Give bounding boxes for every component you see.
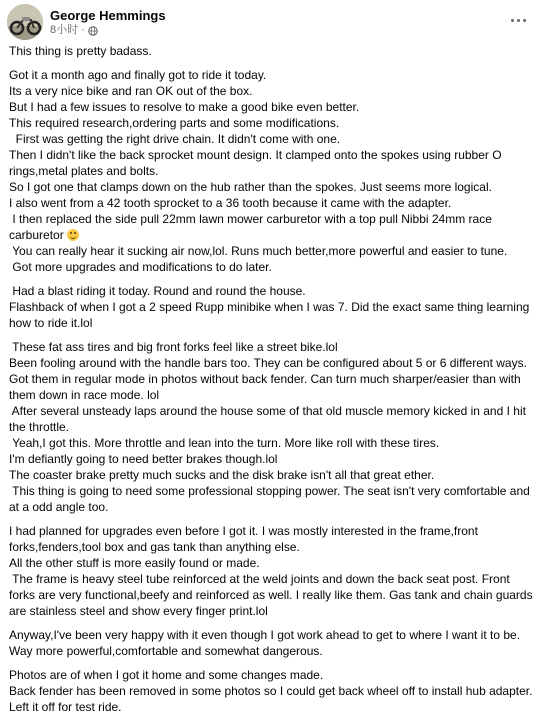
post-paragraph [9, 339, 537, 515]
post-text-line: This required research,ordering parts and some modifications. [9, 116, 340, 130]
author-name[interactable]: George Hemmings [50, 8, 166, 23]
post-text-line: First was getting the right drive chain. It didn't come with one. [9, 132, 341, 146]
post-text-line: So I got one that clamps down on the hub rather than the spokes. Just seems more logical. [9, 180, 492, 194]
post-text-line: Been fooling around with the handle bars too. They can be configured about 5 or 6 different ways. [9, 356, 527, 370]
post-text-line: But I had a few issues to resolve to make a good bike even better. [9, 100, 360, 114]
post-text-line: Got more upgrades and modifications to do later. [9, 260, 272, 274]
post-text-line: This thing is going to need some professional stopping power. The seat isn't very comfortable and [9, 484, 530, 498]
post-text-line: them down in race mode. lol [9, 388, 160, 402]
post-paragraph [9, 67, 537, 275]
post-header [0, 0, 543, 42]
more-options-icon[interactable] [507, 10, 529, 30]
post-text-line: All the other stuff is more easily found or made. [9, 556, 260, 570]
post-body [9, 43, 537, 723]
post-text-line: This thing is pretty badass. [9, 44, 152, 58]
post-paragraph [9, 667, 537, 715]
post-text-line: The frame is heavy steel tube reinforced at the weld joints and down the back seat post. Front [9, 572, 510, 586]
post-text-line: I then replaced the side pull 22mm lawn mower carburetor with a top pull Nibbi 24mm race [9, 212, 492, 226]
post-text-line: Way more powerful,comfortable and somewhat dangerous. [9, 644, 323, 658]
post-time[interactable]: 8小时 [50, 24, 79, 36]
post-text-line: After several unsteady laps around the house some of that old muscle memory kicked in and I hit [9, 404, 526, 418]
post-paragraph [9, 627, 537, 659]
post-text-line: Photos are of when I got it home and some changes made. [9, 668, 324, 682]
post-text-line: Anyway,I've been very happy with it even though I got work ahead to get to where I want it to be. [9, 628, 521, 642]
avatar[interactable] [7, 4, 43, 40]
post-text-line: Its a very nice bike and ran OK out of the box. [9, 84, 253, 98]
post-text-line: the throttle. [9, 420, 70, 434]
post-text-line: rings,metal plates and bolts. [9, 164, 159, 178]
meta-separator: · [81, 24, 85, 36]
post-text-line: These fat ass tires and big front forks feel like a street bike.lol [9, 340, 338, 354]
post-paragraph [9, 283, 537, 331]
post-text-line: how to ride it.lol [9, 316, 93, 330]
post-text-line: I also went from a 42 tooth sprocket to a 36 tooth because it came with the adapter. [9, 196, 452, 210]
post-paragraph [9, 523, 537, 619]
post-text-line: Back fender has been removed in some photos so I could get back wheel off to install hub adapter. [9, 684, 533, 698]
post-text-line: at a odd angle too. [9, 500, 109, 514]
post-text-line: The coaster brake pretty much sucks and the disk brake isn't all that great ether. [9, 468, 435, 482]
post-text-line: Then I didn't like the back sprocket mount design. It clamped onto the spokes using rubber O [9, 148, 502, 162]
grinning-face-emoji-icon [67, 229, 79, 241]
globe-icon [88, 26, 98, 36]
post-text-line: I'm defiantly going to need better brakes though.lol [9, 452, 278, 466]
post-text-line: Left it off for test ride. [9, 700, 122, 714]
post-text-line: Got it a month ago and finally got to ride it today. [9, 68, 267, 82]
post-text-line: forks are very functional,beefy and reinforced as well. I really like them. Gas tank and chain guards [9, 588, 533, 602]
post-text-line: Had a blast riding it today. Round and round the house. [9, 284, 306, 298]
post-text-line: Flashback of when I got a 2 speed Rupp minibike when I was 7. Did the exact same thing learning [9, 300, 530, 314]
post-text-line: are stainless steel and show every finger print.lol [9, 604, 268, 618]
post-text-line: I had planned for upgrades even before I got it. I was mostly interested in the frame,front [9, 524, 478, 538]
post-paragraph [9, 43, 537, 59]
post-text-line: forks,fenders,tool box and gas tank than anything else. [9, 540, 300, 554]
post-text-line: Got them in regular mode in photos without back fender. Can turn much sharper/easier than with [9, 372, 521, 386]
post-text-line: Yeah,I got this. More throttle and lean into the turn. More like roll with these tires. [9, 436, 440, 450]
post-text-line: You can really hear it sucking air now,lol. Runs much better,more powerful and easier to tune. [9, 244, 508, 258]
post-meta [50, 24, 98, 37]
post-text-line: carburetor [9, 227, 537, 243]
motorbike-avatar-icon [7, 4, 43, 40]
